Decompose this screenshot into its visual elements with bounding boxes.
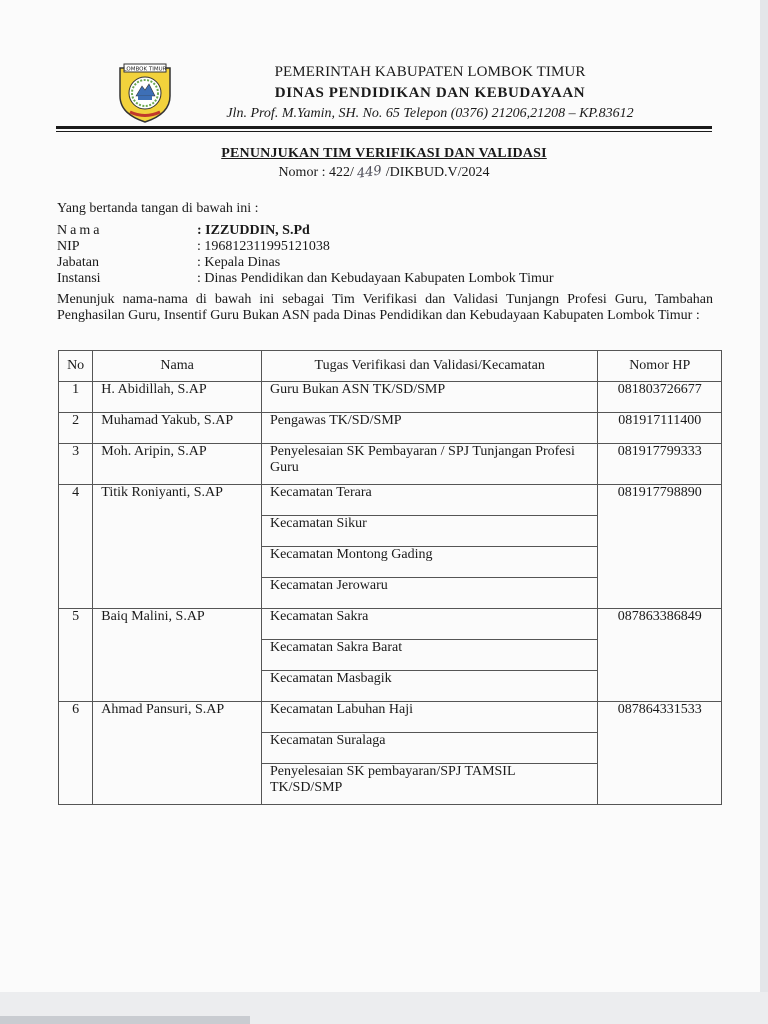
header-no: No xyxy=(59,351,93,382)
row-tugas: Kecamatan Sakra Barat xyxy=(261,640,597,671)
row-no: 1 xyxy=(59,382,93,413)
nama-label: Nama xyxy=(57,223,103,238)
table-row xyxy=(59,702,722,733)
row-hp: 081917799333 xyxy=(598,444,722,485)
page-edge xyxy=(760,0,768,1024)
document-title: PENUNJUKAN TIM VERIFIKASI DAN VALIDASI xyxy=(221,146,547,161)
scan-tape-strip xyxy=(0,1016,250,1024)
row-nama: Baiq Malini, S.AP xyxy=(93,609,262,702)
table-row xyxy=(59,485,722,516)
row-tugas: Penyelesaian SK Pembayaran / SPJ Tunjangan Profesi Guru xyxy=(261,444,597,485)
instansi-label: Instansi xyxy=(57,271,101,286)
row-tugas: Kecamatan Masbagik xyxy=(261,671,597,702)
svg-text:LOMBOK TIMUR: LOMBOK TIMUR xyxy=(123,66,167,73)
row-nama: Titik Roniyanti, S.AP xyxy=(93,485,262,609)
row-nama: Moh. Aripin, S.AP xyxy=(93,444,262,485)
table-row xyxy=(59,444,722,485)
row-nama: Ahmad Pansuri, S.AP xyxy=(93,702,262,805)
nip-value: : 196812311995121038 xyxy=(197,239,330,254)
header-nama: Nama xyxy=(93,351,262,382)
team-table xyxy=(58,350,722,805)
row-no: 5 xyxy=(59,609,93,702)
jabatan-value: : Kepala Dinas xyxy=(197,255,281,270)
row-nama: Muhamad Yakub, S.AP xyxy=(93,413,262,444)
intro-text: Yang bertanda tangan di bawah ini : xyxy=(57,201,259,216)
handwritten-number: 449 xyxy=(356,163,384,182)
jabatan-label: Jabatan xyxy=(57,255,99,270)
row-nama: H. Abidillah, S.AP xyxy=(93,382,262,413)
table-header-row xyxy=(59,351,722,382)
letterhead-divider-thin xyxy=(56,131,712,132)
row-no: 6 xyxy=(59,702,93,805)
letterhead-divider xyxy=(56,126,712,129)
row-no: 4 xyxy=(59,485,93,609)
row-tugas: Kecamatan Sikur xyxy=(261,516,597,547)
row-tugas: Kecamatan Montong Gading xyxy=(261,547,597,578)
row-tugas: Pengawas TK/SD/SMP xyxy=(261,413,597,444)
row-no: 3 xyxy=(59,444,93,485)
table-row xyxy=(59,609,722,640)
row-tugas: Penyelesaian SK pembayaran/SPJ TAMSIL TK/SD/SMP xyxy=(261,764,597,805)
row-tugas: Kecamatan Terara xyxy=(261,485,597,516)
header-hp: Nomor HP xyxy=(598,351,722,382)
document-number: Nomor : 422/ 449 /DIKBUD.V/2024 xyxy=(278,163,490,182)
regency-emblem-icon xyxy=(116,62,174,124)
row-tugas: Kecamatan Suralaga xyxy=(261,733,597,764)
header-tugas: Tugas Verifikasi dan Validasi/Kecamatan xyxy=(261,351,597,382)
agency-address: Jln. Prof. M.Yamin, SH. No. 65 Telepon (0376) 21206,21208 – KP.83612 xyxy=(226,106,634,121)
row-tugas: Kecamatan Jerowaru xyxy=(261,578,597,609)
row-hp: 087864331533 xyxy=(598,702,722,805)
nama-value: : IZZUDDIN, S.Pd xyxy=(197,223,310,238)
table-row xyxy=(59,413,722,444)
government-name: PEMERINTAH KABUPATEN LOMBOK TIMUR xyxy=(274,64,586,80)
instansi-value: : Dinas Pendidikan dan Kebudayaan Kabupaten Lombok Timur xyxy=(197,271,554,286)
row-hp: 087863386849 xyxy=(598,609,722,702)
row-no: 2 xyxy=(59,413,93,444)
nip-label: NIP xyxy=(57,239,80,254)
assignment-paragraph: Menunjuk nama-nama di bawah ini sebagai Tim Verifikasi dan Validasi Tunjangn Profesi Guru, Tambahan Penghasilan Guru, Insentif Guru Bukan ASN pada Dinas Pendidikan dan Kebudayaan Kabupaten Lombok Timur : xyxy=(57,292,713,323)
row-hp: 081803726677 xyxy=(598,382,722,413)
row-hp: 081917798890 xyxy=(598,485,722,609)
row-tugas: Kecamatan Sakra xyxy=(261,609,597,640)
agency-name: DINAS PENDIDIKAN DAN KEBUDAYAAN xyxy=(274,85,586,101)
row-tugas: Kecamatan Labuhan Haji xyxy=(261,702,597,733)
row-tugas: Guru Bukan ASN TK/SD/SMP xyxy=(261,382,597,413)
row-hp: 081917111400 xyxy=(598,413,722,444)
table-row xyxy=(59,382,722,413)
